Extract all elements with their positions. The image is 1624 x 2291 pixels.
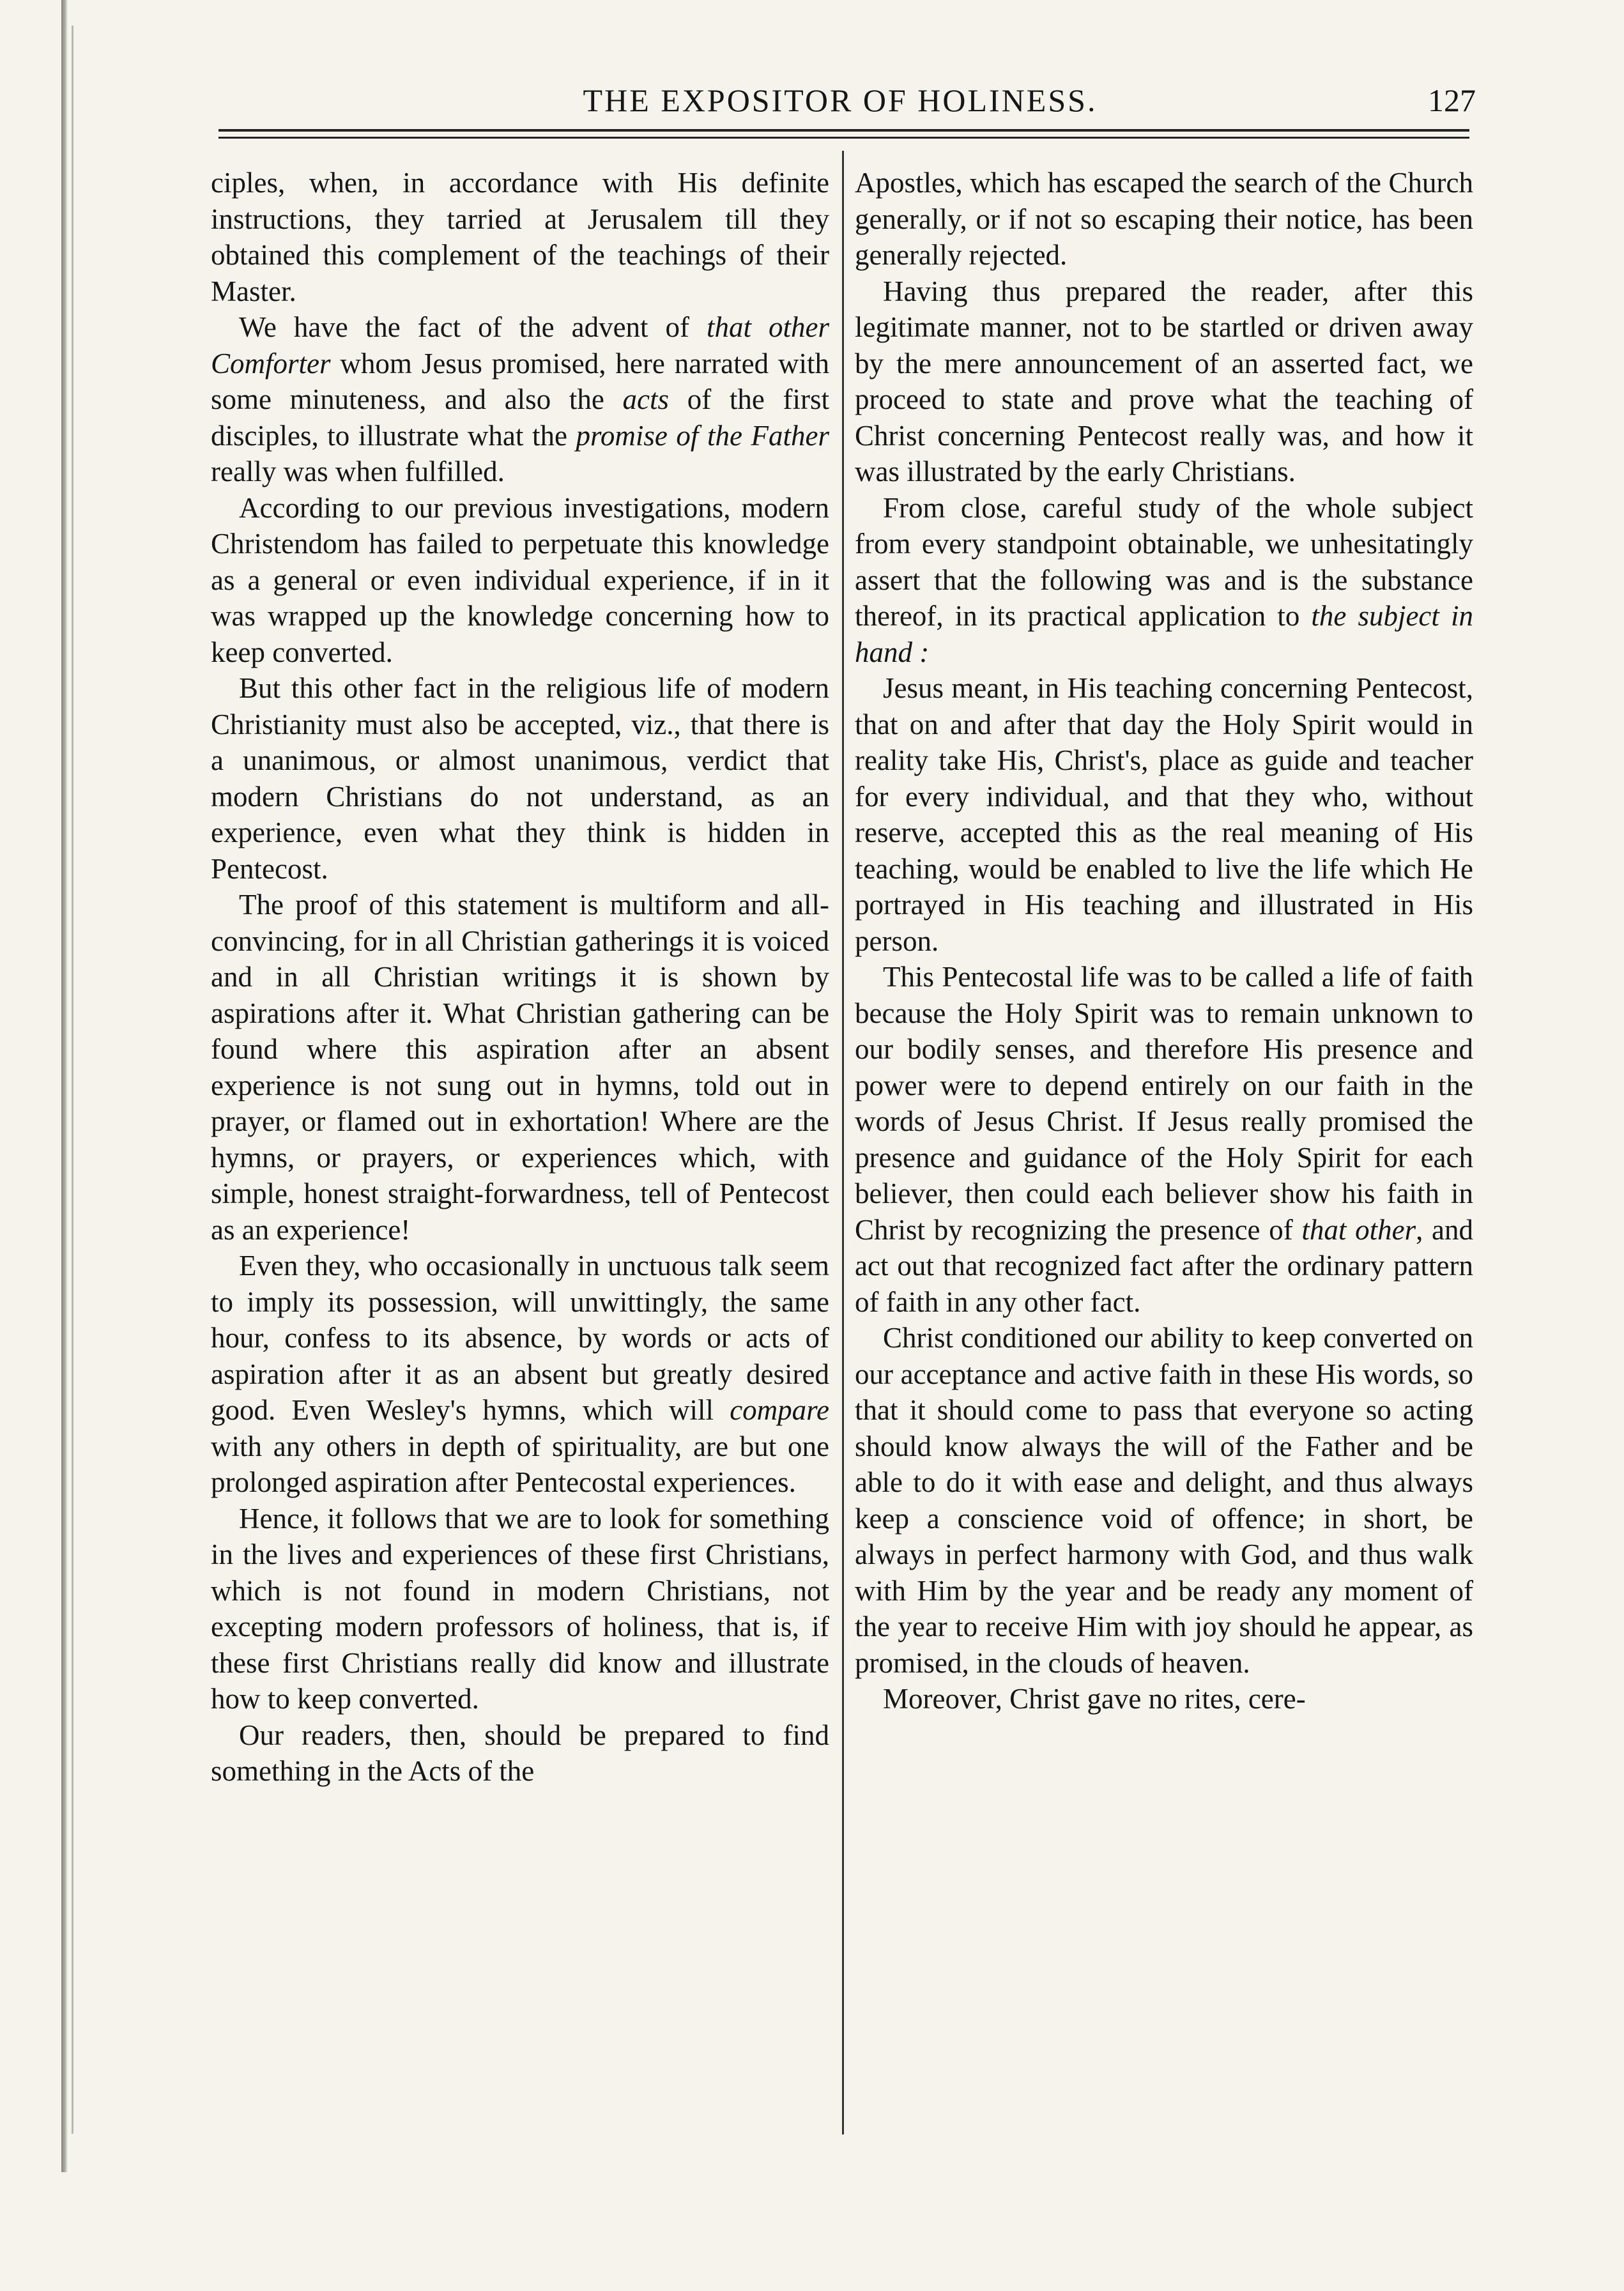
- paragraph: Jesus meant, in His teaching concerning Pentecost, that on and after that day the Holy Spirit would in reality take His, Christ's, place as guide and teacher for every individual, and that they who, without reserve, accepted this as the real meaning of His teaching, would be enabled to live the life which He portrayed in His teaching and illustrated in His person.: [855, 672, 1473, 957]
- paragraph: Our readers, then, should be prepared to find something in the Acts of the: [211, 1719, 829, 1787]
- running-title: THE EXPOSITOR OF HOLINESS.: [583, 82, 1098, 118]
- paragraph: Apostles, which has escaped the search of the Church generally, or if not so escaping their notice, has been generally rejected.: [855, 167, 1473, 271]
- paragraph: We have the fact of the advent of that other Comforter whom Jesus promised, here narrated with some minuteness, and also the acts of the first disciples, to illustrate what the promise of the Father really was when fulfilled.: [211, 311, 830, 487]
- column-divider: [842, 151, 844, 2134]
- paragraph: According to our previous investigations, modern Christendom has failed to perpetuate this knowledge as a general or even individual experience, if in it was wrapped up the knowledge concerning how to keep converted.: [211, 491, 829, 668]
- paragraph: From close, careful study of the whole subject from every standpoint obtainable, we unhesitatingly assert that the following was and is the substance thereof, in its practical application to the subject in hand :: [855, 491, 1473, 668]
- paragraph: Having thus prepared the reader, after this legitimate manner, not to be startled or driven away by the mere announcement of an asserted fact, we proceed to state and prove what the teaching of Christ concerning Pentecost really was, and how it was illustrated by the early Christians.: [855, 275, 1473, 487]
- paragraph: The proof of this statement is multiform and all-convincing, for in all Christian gatherings it is voiced and in all Christian writings it is shown by aspirations after it. What Christian gathering can be found where this aspiration after an absent experience is not sung out in hymns, told out in prayer, or flamed out in exhortation! Where are the hymns, or prayers, or experiences which, with simple, honest straight-forwardness, tell of Pentecost as an experience!: [211, 889, 829, 1246]
- paragraph: Christ conditioned our ability to keep converted on our acceptance and active faith in these His words, so that it should come to pass that everyone so acting should know always the will of the Father and be able to do it with ease and delight, and thus always keep a conscience void of offence; in short, be always in perfect harmony with God, and thus walk with Him by the year and be ready any moment of the year to receive Him with joy should he appear, as promised, in the clouds of heaven.: [855, 1322, 1473, 1679]
- page-number: 127: [1428, 82, 1476, 118]
- paragraph: Moreover, Christ gave no rites, cere-: [883, 1683, 1306, 1715]
- right-column: [855, 165, 1473, 1717]
- paragraph: But this other fact in the religious life of modern Christianity must also be accepted, viz., that there is a unanimous, or almost unanimous, verdict that modern Christians do not understand, as an experience, even what they think is hidden in Pentecost.: [211, 672, 829, 885]
- paragraph: Even they, who occasionally in unctuous talk seem to imply its possession, will unwittingly, the same hour, confess to its absence, by words or acts of aspiration after it as an absent but greatly desired good. Even Wesley's hymns, which will compare with any others in depth of spirituality, are but one prolonged aspiration after Pentecostal experiences.: [211, 1250, 829, 1498]
- left-column: [211, 165, 829, 1789]
- binding-edge-line: [72, 26, 73, 2134]
- binding-edge-shadow: [61, 0, 68, 2172]
- paragraph: ciples, when, in accordance with His definite instructions, they tarried at Jerusalem till they obtained this complement of the teachings of their Master.: [211, 167, 829, 307]
- paragraph: Hence, it follows that we are to look for something in the lives and experiences of these first Christians, which is not found in modern Christians, not excepting modern professors of holiness, that is, if these first Christians really did know and illustrate how to keep converted.: [211, 1502, 829, 1715]
- paragraph: This Pentecostal life was to be called a life of faith because the Holy Spirit was to remain unknown to our bodily senses, and therefore His presence and power were to depend entirely on our faith in the words of Jesus Christ. If Jesus really promised the presence and guidance of the Holy Spirit for each believer, then could each believer show his faith in Christ by recognizing the presence of that other, and act out that recognized fact after the ordinary pattern of faith in any other fact.: [855, 961, 1474, 1318]
- header-rule-top: [218, 129, 1469, 132]
- header-rule-bottom: [218, 137, 1469, 139]
- page-header: [204, 75, 1476, 126]
